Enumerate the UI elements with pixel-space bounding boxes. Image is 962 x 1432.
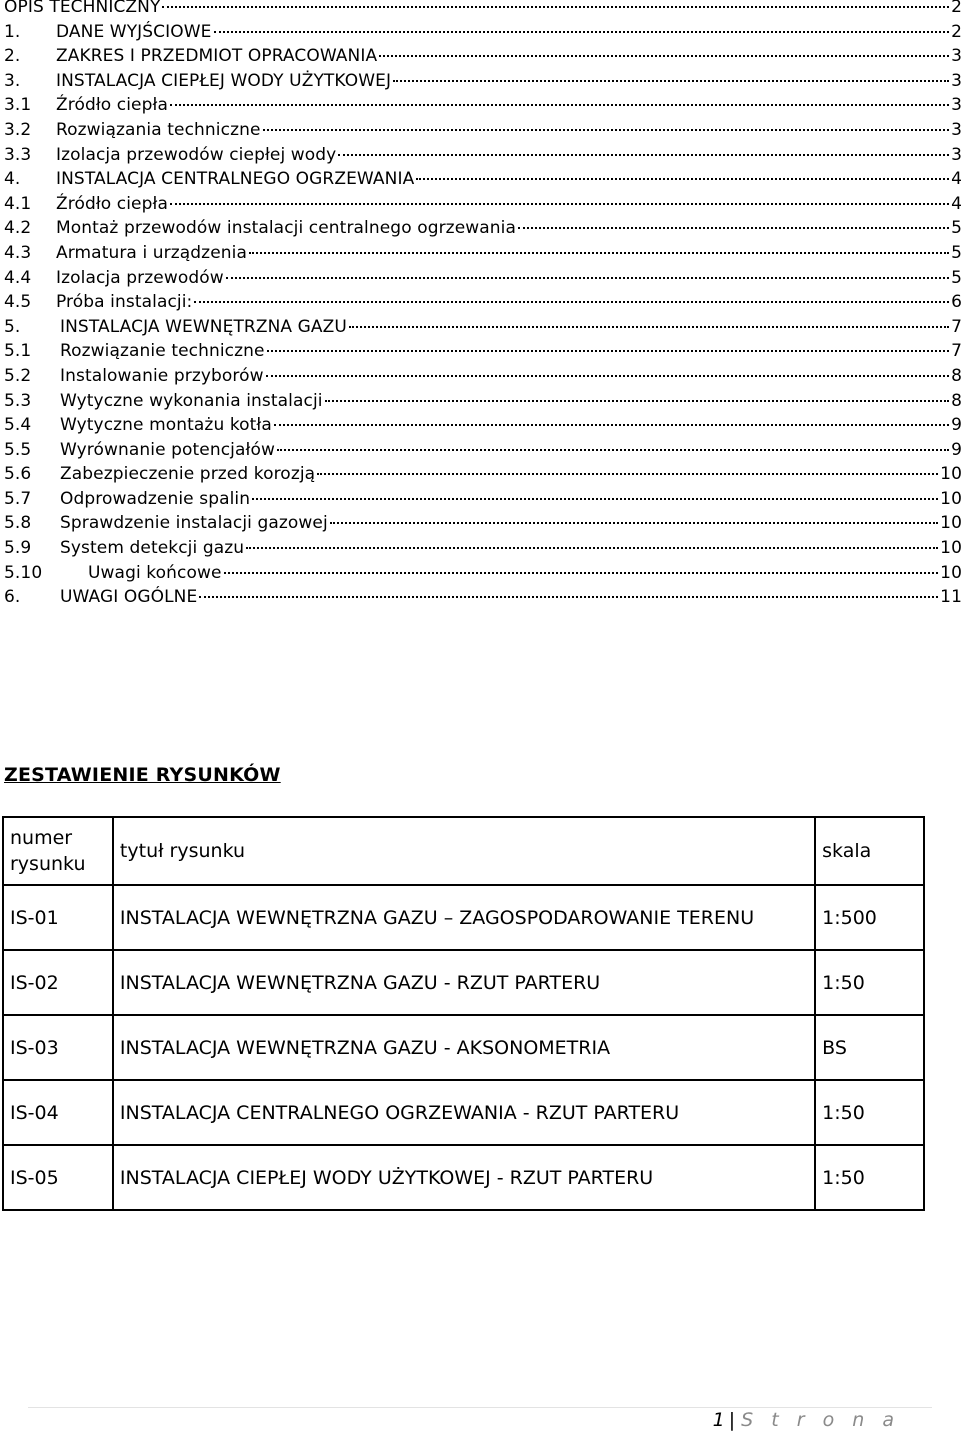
toc-entry-title: INSTALACJA CIEPŁEJ WODY UŻYTKOWEJ	[56, 70, 392, 91]
toc-entry-number: 5.5	[4, 439, 32, 460]
toc-entry-page: 11	[940, 587, 962, 608]
toc-entry-page: 8	[951, 365, 962, 386]
toc-entry[interactable]	[4, 0, 962, 22]
toc-entry-title: Sprawdzenie instalacji gazowej	[60, 513, 328, 534]
toc-entry-title: Uwagi końcowe	[88, 562, 222, 583]
toc-entry-number: 3.2	[4, 119, 32, 140]
toc-dot-leader	[266, 375, 949, 377]
drawing-scale: 1:500	[815, 885, 924, 950]
toc-dot-leader	[349, 326, 949, 328]
toc-entry-title: INSTALACJA CENTRALNEGO OGRZEWANIA	[56, 169, 415, 190]
toc-entry[interactable]	[4, 46, 962, 71]
toc-entry-title: Źródło ciepła	[56, 193, 168, 214]
toc-entry[interactable]	[4, 317, 962, 342]
toc-entry-page: 7	[951, 316, 962, 337]
toc-entry-title: OPIS TECHNICZNY	[4, 0, 161, 17]
toc-dot-leader	[194, 301, 949, 303]
toc-entry[interactable]	[4, 341, 962, 366]
toc-entry-page: 7	[951, 341, 962, 362]
toc-entry[interactable]	[4, 71, 962, 96]
drawings-table-header	[3, 817, 924, 885]
toc-entry[interactable]	[4, 513, 962, 538]
footer-separator: |	[728, 1409, 736, 1431]
drawing-number: IS-03	[3, 1015, 113, 1080]
page-footer	[713, 1409, 900, 1431]
table-row	[3, 1015, 924, 1080]
toc-entry-number: 5.10	[4, 562, 43, 583]
toc-entry[interactable]	[4, 489, 962, 514]
toc-entry-number: 3.	[4, 70, 21, 91]
toc-entry-page: 9	[951, 439, 962, 460]
toc-entry-number: 4.2	[4, 218, 32, 239]
toc-dot-leader	[214, 31, 950, 33]
toc-entry-page: 9	[951, 415, 962, 436]
drawing-number: IS-02	[3, 950, 113, 1015]
toc-entry-title: Izolacja przewodów	[56, 267, 224, 288]
header-drawing-number: numer rysunku	[3, 817, 113, 885]
toc-entry-title: Próba instalacji:	[56, 292, 193, 313]
footer-divider	[28, 1407, 932, 1408]
toc-entry[interactable]	[4, 587, 962, 612]
toc-dot-leader	[338, 154, 949, 156]
drawing-title: INSTALACJA WEWNĘTRZNA GAZU – ZAGOSPODAROWANIE TERENU	[113, 885, 815, 950]
toc-entry-title: Zabezpieczenie przed korozją	[60, 464, 316, 485]
toc-dot-leader	[170, 104, 949, 106]
toc-entry-number: 3.3	[4, 144, 32, 165]
toc-entry-page: 2	[951, 21, 962, 42]
toc-entry[interactable]	[4, 440, 962, 465]
toc-entry[interactable]	[4, 464, 962, 489]
toc-entry-page: 4	[951, 193, 962, 214]
toc-entry-number: 5.3	[4, 390, 32, 411]
header-drawing-scale: skala	[815, 817, 924, 885]
toc-entry[interactable]	[4, 169, 962, 194]
toc-entry-number: 5.7	[4, 488, 32, 509]
toc-entry-title: Rozwiązania techniczne	[56, 119, 261, 140]
table-row	[3, 950, 924, 1015]
toc-entry[interactable]	[4, 563, 962, 588]
toc-entry-number: 4.3	[4, 242, 32, 263]
toc-entry[interactable]	[4, 243, 962, 268]
toc-dot-leader	[267, 350, 950, 352]
toc-entry-number: 5.4	[4, 415, 32, 436]
toc-entry[interactable]	[4, 120, 962, 145]
toc-entry-number: 3.1	[4, 95, 32, 116]
table-row	[3, 1080, 924, 1145]
toc-dot-leader	[274, 424, 949, 426]
toc-entry-page: 3	[951, 144, 962, 165]
toc-entry-title: UWAGI OGÓLNE	[60, 587, 198, 608]
toc-entry-page: 10	[940, 538, 962, 559]
toc-entry[interactable]	[4, 95, 962, 120]
toc-entry-page: 10	[940, 464, 962, 485]
toc-entry-title: Instalowanie przyborów	[60, 365, 264, 386]
toc-entry-number: 5.9	[4, 538, 32, 559]
toc-entry[interactable]	[4, 292, 962, 317]
toc-dot-leader	[249, 252, 949, 254]
toc-entry-page: 5	[951, 267, 962, 288]
table-of-contents	[4, 0, 962, 612]
toc-entry-title: Źródło ciepła	[56, 95, 168, 116]
toc-entry[interactable]	[4, 538, 962, 563]
toc-entry[interactable]	[4, 366, 962, 391]
drawings-table	[2, 816, 925, 1211]
drawing-title: INSTALACJA CIEPŁEJ WODY UŻYTKOWEJ - RZUT PARTERU	[113, 1145, 815, 1210]
toc-dot-leader	[252, 498, 938, 500]
toc-entry[interactable]	[4, 22, 962, 47]
table-row	[3, 885, 924, 950]
toc-entry-title: INSTALACJA WEWNĘTRZNA GAZU	[60, 316, 347, 337]
drawing-number: IS-05	[3, 1145, 113, 1210]
toc-entry-title: System detekcji gazu	[60, 538, 245, 559]
toc-entry-number: 5.6	[4, 464, 32, 485]
toc-dot-leader	[246, 547, 938, 549]
toc-entry-page: 6	[951, 292, 962, 313]
toc-entry[interactable]	[4, 145, 962, 170]
toc-entry[interactable]	[4, 268, 962, 293]
toc-entry-number: 5.1	[4, 341, 32, 362]
toc-entry-page: 5	[951, 218, 962, 239]
toc-entry-page: 3	[951, 119, 962, 140]
toc-dot-leader	[162, 6, 949, 8]
toc-dot-leader	[393, 80, 949, 82]
toc-entry-number: 5.8	[4, 513, 32, 534]
toc-entry-page: 3	[951, 70, 962, 91]
toc-dot-leader	[379, 55, 949, 57]
toc-entry-number: 4.5	[4, 292, 32, 313]
toc-entry-page: 2	[951, 0, 962, 17]
toc-dot-leader	[263, 129, 950, 131]
toc-entry-title: DANE WYJŚCIOWE	[56, 21, 212, 42]
drawing-title: INSTALACJA WEWNĘTRZNA GAZU - AKSONOMETRIA	[113, 1015, 815, 1080]
toc-entry-title: Wytyczne montażu kotła	[60, 415, 272, 436]
toc-dot-leader	[170, 203, 949, 205]
toc-dot-leader	[317, 473, 938, 475]
toc-entry[interactable]	[4, 391, 962, 416]
drawing-scale: 1:50	[815, 1145, 924, 1210]
toc-entry-title: Rozwiązanie techniczne	[60, 341, 265, 362]
toc-entry-number: 6.	[4, 587, 21, 608]
toc-dot-leader	[416, 178, 949, 180]
toc-entry-title: Armatura i urządzenia	[56, 242, 247, 263]
toc-entry-title: Wytyczne wykonania instalacji	[60, 390, 323, 411]
toc-entry-page: 10	[940, 488, 962, 509]
toc-entry-title: Odprowadzenie spalin	[60, 488, 251, 509]
drawing-title: INSTALACJA WEWNĘTRZNA GAZU - RZUT PARTERU	[113, 950, 815, 1015]
toc-dot-leader	[226, 277, 949, 279]
drawing-scale: BS	[815, 1015, 924, 1080]
toc-dot-leader	[325, 400, 949, 402]
toc-dot-leader	[518, 227, 949, 229]
drawing-title: INSTALACJA CENTRALNEGO OGRZEWANIA - RZUT PARTERU	[113, 1080, 815, 1145]
drawing-number: IS-04	[3, 1080, 113, 1145]
toc-dot-leader	[277, 449, 949, 451]
drawings-list-heading: ZESTAWIENIE RYSUNKÓW	[4, 764, 281, 786]
toc-entry[interactable]	[4, 415, 962, 440]
toc-entry-page: 10	[940, 513, 962, 534]
footer-page-number: 1	[712, 1409, 725, 1431]
header-drawing-title: tytuł rysunku	[113, 817, 815, 885]
toc-entry-number: 4.	[4, 169, 21, 190]
toc-entry-page: 10	[940, 562, 962, 583]
drawing-number: IS-01	[3, 885, 113, 950]
table-row	[3, 1145, 924, 1210]
toc-entry-title: Wyrównanie potencjałów	[60, 439, 275, 460]
toc-entry-page: 5	[951, 242, 962, 263]
toc-entry-number: 1.	[4, 21, 21, 42]
toc-entry-title: Montaż przewodów instalacji centralnego ogrzewania	[56, 218, 516, 239]
footer-page-label: S t r o n a	[741, 1409, 900, 1431]
drawing-scale: 1:50	[815, 1080, 924, 1145]
toc-entry-title: Izolacja przewodów ciepłej wody	[56, 144, 337, 165]
toc-entry[interactable]	[4, 218, 962, 243]
drawing-scale: 1:50	[815, 950, 924, 1015]
toc-dot-leader	[224, 572, 939, 574]
toc-entry-page: 3	[951, 46, 962, 67]
toc-entry-number: 5.	[4, 316, 21, 337]
toc-entry-number: 5.2	[4, 365, 32, 386]
toc-entry-page: 3	[951, 95, 962, 116]
toc-entry-title: ZAKRES I PRZEDMIOT OPRACOWANIA	[56, 46, 378, 67]
toc-entry-page: 4	[951, 169, 962, 190]
toc-entry-number: 4.4	[4, 267, 32, 288]
toc-dot-leader	[199, 596, 938, 598]
toc-entry-number: 4.1	[4, 193, 32, 214]
toc-entry[interactable]	[4, 194, 962, 219]
toc-entry-number: 2.	[4, 46, 21, 67]
toc-entry-page: 8	[951, 390, 962, 411]
toc-dot-leader	[330, 522, 938, 524]
